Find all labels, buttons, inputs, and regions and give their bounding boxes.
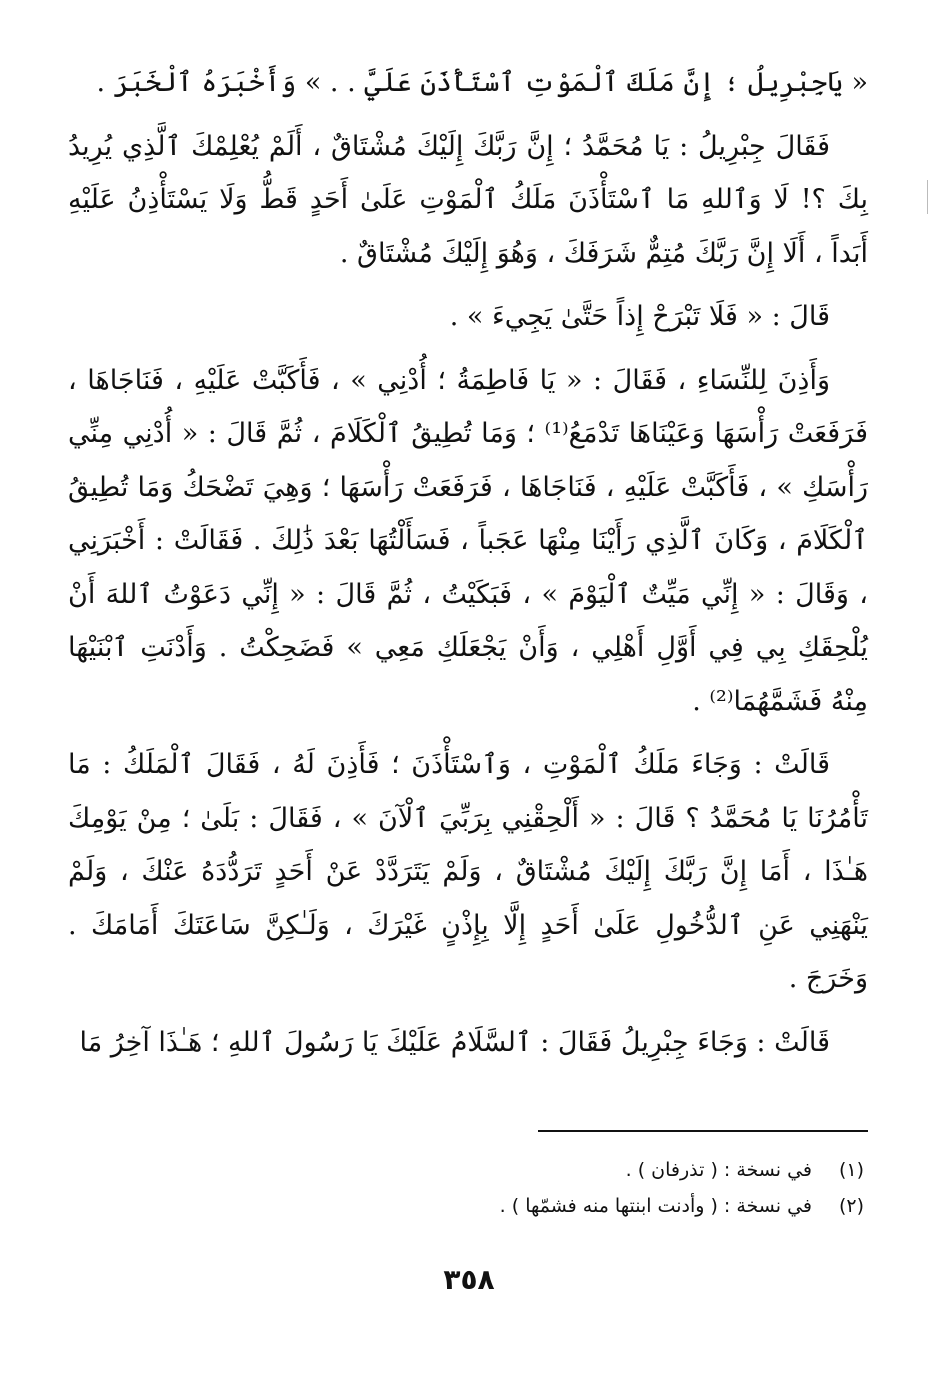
footnote-number: (١)	[838, 1159, 864, 1181]
footnotes	[70, 1152, 864, 1224]
margin-mark	[927, 180, 928, 214]
paragraph-1: « يَاجِبْرِيلُ ؛ إِنَّ مَلَكَ ٱلْمَوْتِ ٱسْتَأْذَنَ عَلَيَّ . . » وَأَخْبَرَهُ ٱلْخَبَرَ .	[96, 67, 868, 98]
footnote-text: في نسخة : ( تذرفان ) .	[625, 1159, 812, 1181]
paragraph-6: قَالَتْ : وَجَاءَ جِبْرِيلُ فَقَالَ : ٱلسَّلَامُ عَلَيْكَ يَا رَسُولَ ٱللهِ ؛ هَـٰذَا آخِرُ مَا	[79, 1026, 830, 1058]
footnote-divider	[538, 1130, 868, 1132]
footnote-1	[70, 1152, 864, 1188]
paragraph-2: فَقَالَ جِبْرِيلُ : يَا مُحَمَّدُ ؛ إِنَّ رَبَّكَ إِلَيْكَ مُشْتَاقٌ ، أَلَمْ يُعْلِمْكَ ٱلَّذِي يُرِيدُ بِكَ ؟! لَا وَٱللهِ مَا ٱسْتَأْذَنَ مَلَكُ ٱلْمَوْتِ عَلَىٰ أَحَدٍ قَطُّ وَلَا يَسْتَأْذِنُ عَلَيْهِ أَبَداً ، أَلَا إِنَّ رَبَّكَ مُتِمٌّ شَرَفَكَ ، وَهُوَ إِلَيْكَ مُشْتَاقٌ .	[68, 130, 868, 269]
paragraph-5: قَالَتْ : وَجَاءَ مَلَكُ ٱلْمَوْتِ ، وَٱسْتَأْذَنَ ؛ فَأَذِنَ لَهُ ، فَقَالَ ٱلْمَلَكُ : مَا تَأْمُرُنَا يَا مُحَمَّدُ ؟ قَالَ : « أَلْحِقْنِي بِرَبِّيَ ٱلْآنَ » ، فَقَالَ : بَلَىٰ ؛ مِنْ يَوْمِكَ هَـٰذَا ، أَمَا إِنَّ رَبَّكَ إِلَيْكَ مُشْتَاقٌ ، وَلَمْ يَتَرَدَّدْ عَنْ أَحَدٍ تَرَدُّدَهُ عَنْكَ ، وَلَمْ يَنْهَنِي عَنِ ٱلدُّخُولِ عَلَىٰ أَحَدٍ إِلَّا بِإِذْنٍ غَيْرَكَ ، وَلَـٰكِنَّ سَاعَتَكَ أَمَامَكَ . وَخَرَجَ .	[68, 749, 868, 994]
footnote-text: في نسخة : ( وأدنت ابنتها منه فشمّها ) .	[499, 1195, 812, 1217]
footnote-number: (٢)	[838, 1195, 864, 1217]
page-number: ٣٥٨	[443, 1263, 495, 1296]
paragraph-3: قَالَ : « فَلَا تَبْرَحْ إِذاً حَتَّىٰ يَجِيءَ » .	[449, 301, 830, 332]
paragraph-4: وَأَذِنَ لِلنِّسَاءِ ، فَقَالَ : « يَا فَاطِمَةُ ؛ أُدْنِي » ، فَأَكَبَّتْ عَلَيْهِ ، فَنَاجَاهَا ، فَرَفَعَتْ رَأْسَهَا وَعَيْنَاهَا تَدْمَعُ⁽¹⁾ ؛ وَمَا تُطِيقُ ٱلْكَلَامَ ، ثُمَّ قَالَ : « أُدْنِي مِنِّي رَأْسَكِ » ، فَأَكَبَّتْ عَلَيْهِ ، فَنَاجَاهَا ، فَرَفَعَتْ رَأْسَهَا ؛ وَهِيَ تَضْحَكُ وَمَا تُطِيقُ ٱلْكَلَامَ ، وَكَانَ ٱلَّذِي رَأَيْنَا مِنْهَا عَجَباً ، فَسَأَلْتُهَا بَعْدَ ذَٰلِكَ . فَقَالَتْ : أَخْبَرَنِي ، وَقَالَ : « إِنِّي مَيِّتٌ ٱلْيَوْمَ » ، فَبَكَيْتُ ، ثُمَّ قَالَ : « إِنِّي دَعَوْتُ ٱللهَ أَنْ يُلْحِقَكِ بِي فِي أَوَّلِ أَهْلِي ، وَأَنْ يَجْعَلَكِ مَعِي » فَضَحِكْتُ . وَأَدْنَتِ ٱبْنَيْهَا مِنْهُ فَشَمَّهُمَا⁽²⁾ .	[68, 364, 868, 717]
main-text	[68, 56, 868, 1069]
footnote-2	[70, 1188, 864, 1224]
